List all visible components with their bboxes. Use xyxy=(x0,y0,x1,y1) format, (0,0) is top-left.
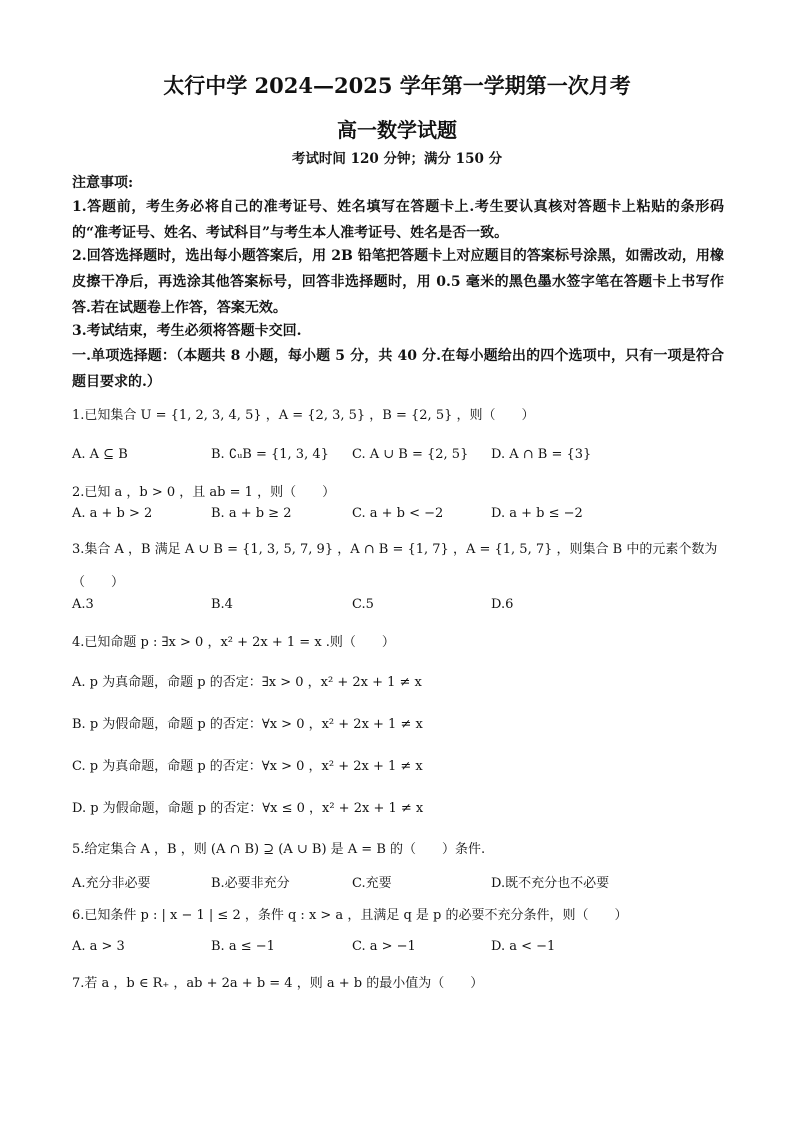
question-3-stem-cont: （ ） xyxy=(72,575,125,590)
exam-title: 太行中学 2024—2025 学年第一学期第一次月考 xyxy=(163,73,631,98)
question-2-option-b: B. a + b ≥ 2 xyxy=(211,506,292,521)
question-1-option-b: B. ∁ᵤB = {1, 3, 4} xyxy=(211,447,329,462)
question-6-option-c: C. a > −1 xyxy=(352,939,416,954)
question-5-option-b: B.必要非充分 xyxy=(211,876,290,891)
question-5-option-a: A.充分非必要 xyxy=(72,876,151,891)
note-item-2: 2.回答选择题时，选出每小题答案后，用 2B 铅笔把答题卡上对应题目的答案标号涂黑，如需改动，用橡皮擦干净后，再选涂其他答案标号，回答非选择题时，用 0.5 毫米的黑色墨水签字笔在答题卡上书写作答.若在试题卷上作答，答案无效。 xyxy=(72,248,724,316)
question-4-stem: 4.已知命题 p : ∃x > 0 ，x² + 2x + 1 = x .则（ ） xyxy=(72,635,395,650)
exam-info: 考试时间 120 分钟；满分 150 分 xyxy=(291,151,503,167)
question-5-stem: 5.给定集合 A ，B ，则 (A ∩ B) ⊇ (A ∪ B) 是 A = B 的（ ）条件. xyxy=(72,842,486,857)
question-6-option-b: B. a ≤ −1 xyxy=(211,939,275,954)
note-item-3: 3.考试结束，考生必须将答题卡交回. xyxy=(72,323,302,339)
question-2-option-d: D. a + b ≤ −2 xyxy=(491,506,583,521)
notes-heading: 注意事项: xyxy=(72,175,134,191)
question-6-option-a: A. a > 3 xyxy=(72,939,125,954)
question-3-option-b: B.4 xyxy=(211,597,233,612)
question-3-option-a: A.3 xyxy=(72,597,94,612)
question-4-option-a: A. p 为真命题，命题 p 的否定：∃x > 0 ，x² + 2x + 1 ≠ x xyxy=(72,675,422,690)
question-2-option-c: C. a + b < −2 xyxy=(352,506,444,521)
question-3-option-c: C.5 xyxy=(352,597,374,612)
question-5-option-d: D.既不充分也不必要 xyxy=(491,876,610,891)
question-1-option-a: A. A ⊆ B xyxy=(72,447,128,462)
question-5-option-c: C.充要 xyxy=(352,876,392,891)
question-1-option-c: C. A ∪ B = {2, 5} xyxy=(352,447,469,462)
question-3-stem: 3.集合 A ，B 满足 A ∪ B = {1, 3, 5, 7, 9} ，A ∩ B = {1, 7} ，A = {1, 5, 7} ，则集合 B 中的元素个数为 xyxy=(72,542,718,557)
question-4-option-b: B. p 为假命题，命题 p 的否定：∀x > 0 ，x² + 2x + 1 ≠ x xyxy=(72,717,423,732)
question-1-stem: 1.已知集合 U = {1, 2, 3, 4, 5} ，A = {2, 3, 5} ，B = {2, 5} ，则（ ） xyxy=(72,408,535,423)
question-6-option-d: D. a < −1 xyxy=(491,939,556,954)
exam-subtitle: 高一数学试题 xyxy=(337,118,457,142)
question-4-option-d: D. p 为假命题，命题 p 的否定：∀x ≤ 0 ，x² + 2x + 1 ≠ x xyxy=(72,801,424,816)
section1-heading: 一.单项选择题：（本题共 8 小题，每小题 5 分，共 40 分.在每小题给出的四个选项中，只有一项是符合题目要求的.） xyxy=(72,348,724,390)
question-2-stem: 2.已知 a ，b > 0 ，且 ab = 1 ，则（ ） xyxy=(72,485,336,500)
question-1-option-d: D. A ∩ B = {3} xyxy=(491,447,592,462)
question-6-stem: 6.已知条件 p : | x − 1 | ≤ 2 ，条件 q : x > a ，且满足 q 是 p 的必要不充分条件，则（ ） xyxy=(72,908,628,923)
question-3-option-d: D.6 xyxy=(491,597,514,612)
note-item-1: 1.答题前，考生务必将自己的准考证号、姓名填写在答题卡上.考生要认真核对答题卡上粘贴的条形码的“准考证号、姓名、考试科目”与考生本人准考证号、姓名是否一致。 xyxy=(72,199,724,241)
question-2-option-a: A. a + b > 2 xyxy=(72,506,153,521)
question-7-stem: 7.若 a ，b ∈ R₊ ，ab + 2a + b = 4 ，则 a + b 的最小值为（ ） xyxy=(72,976,484,991)
question-4-option-c: C. p 为真命题，命题 p 的否定：∀x > 0 ，x² + 2x + 1 ≠ x xyxy=(72,759,423,774)
